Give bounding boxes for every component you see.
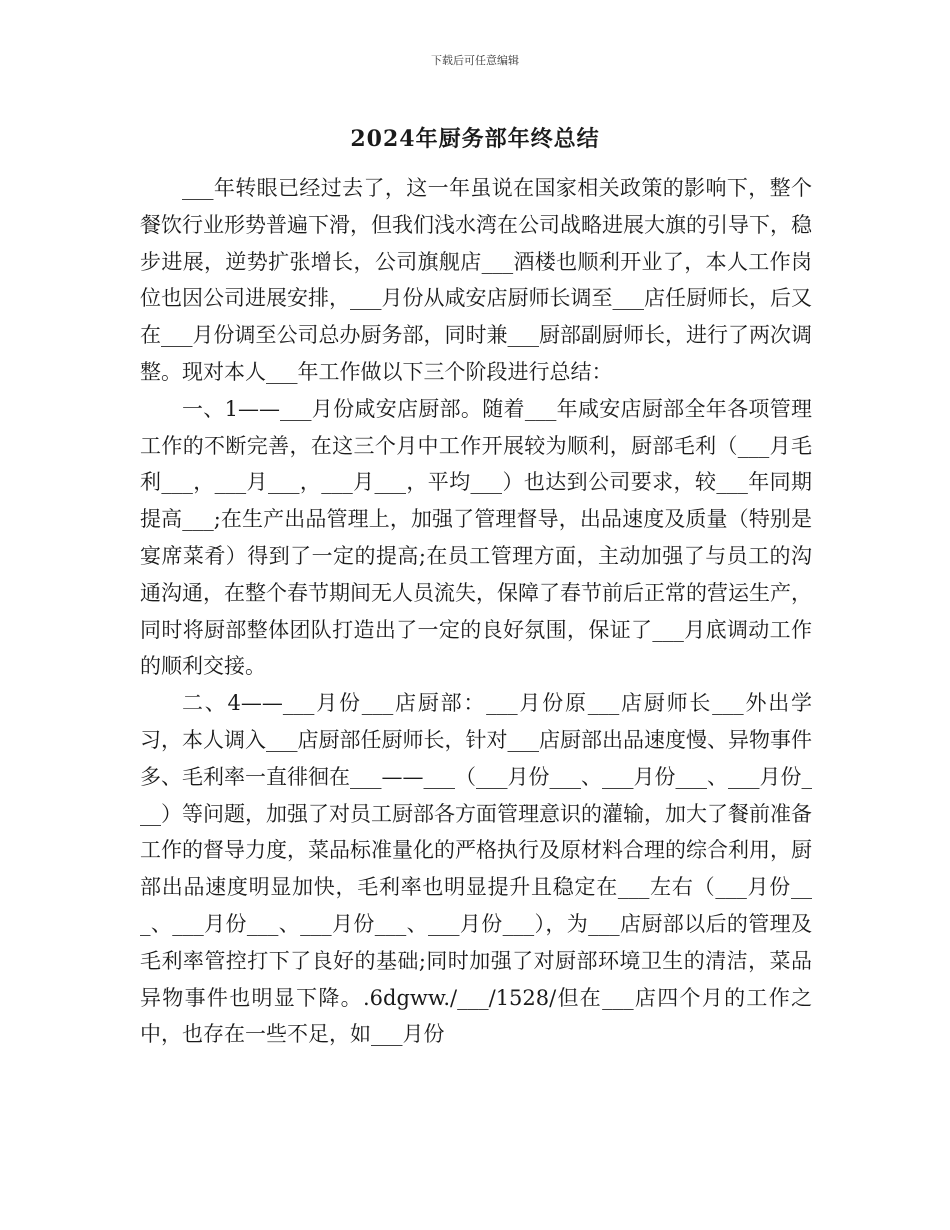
paragraph-intro: ___年转眼已经过去了，这一年虽说在国家相关政策的影响下，整个餐饮行业形势普遍下滑，但我们浅水湾在公司战略进展大旗的引导下，稳步进展，逆势扩张增长，公司旗舰店___酒楼也顺利开业了，本人工作岗位也因公司进展安排，___月份从咸安店厨师长调至___店任厨师长，后又在___月份调至公司总办厨务部，同时兼___厨部副厨师长，进行了两次调整。现对本人___年工作做以下三个阶段进行总结：: [140, 176, 812, 384]
page-header-note: 下载后可任意编辑: [431, 54, 519, 67]
paragraph-section-two: 二、4——___月份___店厨部：___月份原___店厨师长___外出学习，本人调入___店厨部任厨师长，针对___店厨部出品速度慢、异物事件多、毛利率一直徘徊在___——___（___月份___、___月份___、___月份___）等问题，加强了对员工厨部各方面管理意识的灌输，加大了餐前准备工作的督导力度，菜品标准量化的严格执行及原材料合理的综合利用，厨部出品速度明显加快，毛利率也明显提升且稳定在___左右（___月份___、___月份___、___月份___、___月份___），为___店厨部以后的管理及毛利率管控打下了良好的基础;同时加强了对厨部环境卫生的清洁，菜品异物事件也明显下降。.6dgww./___/1528/但在___店四个月的工作之中，也存在一些不足，如___月份: [140, 691, 812, 1047]
document-title: 2024年厨务部年终总结: [350, 126, 600, 152]
document-body: [140, 170, 812, 1053]
paragraph-section-one: 一、1——___月份咸安店厨部。随着___年咸安店厨部全年各项管理工作的不断完善，在这三个月中工作开展较为顺利，厨部毛利（___月毛利___，___月___，___月___，平均___）也达到公司要求，较___年同期提高___;在生产出品管理上，加强了管理督导，出品速度及质量（特别是宴席菜肴）得到了一定的提高;在员工管理方面，主动加强了与员工的沟通沟通，在整个春节期间无人员流失，保障了春节前后正常的营运生产，同时将厨部整体团队打造出了一定的良好氛围，保证了___月底调动工作的顺利交接。: [140, 396, 812, 679]
